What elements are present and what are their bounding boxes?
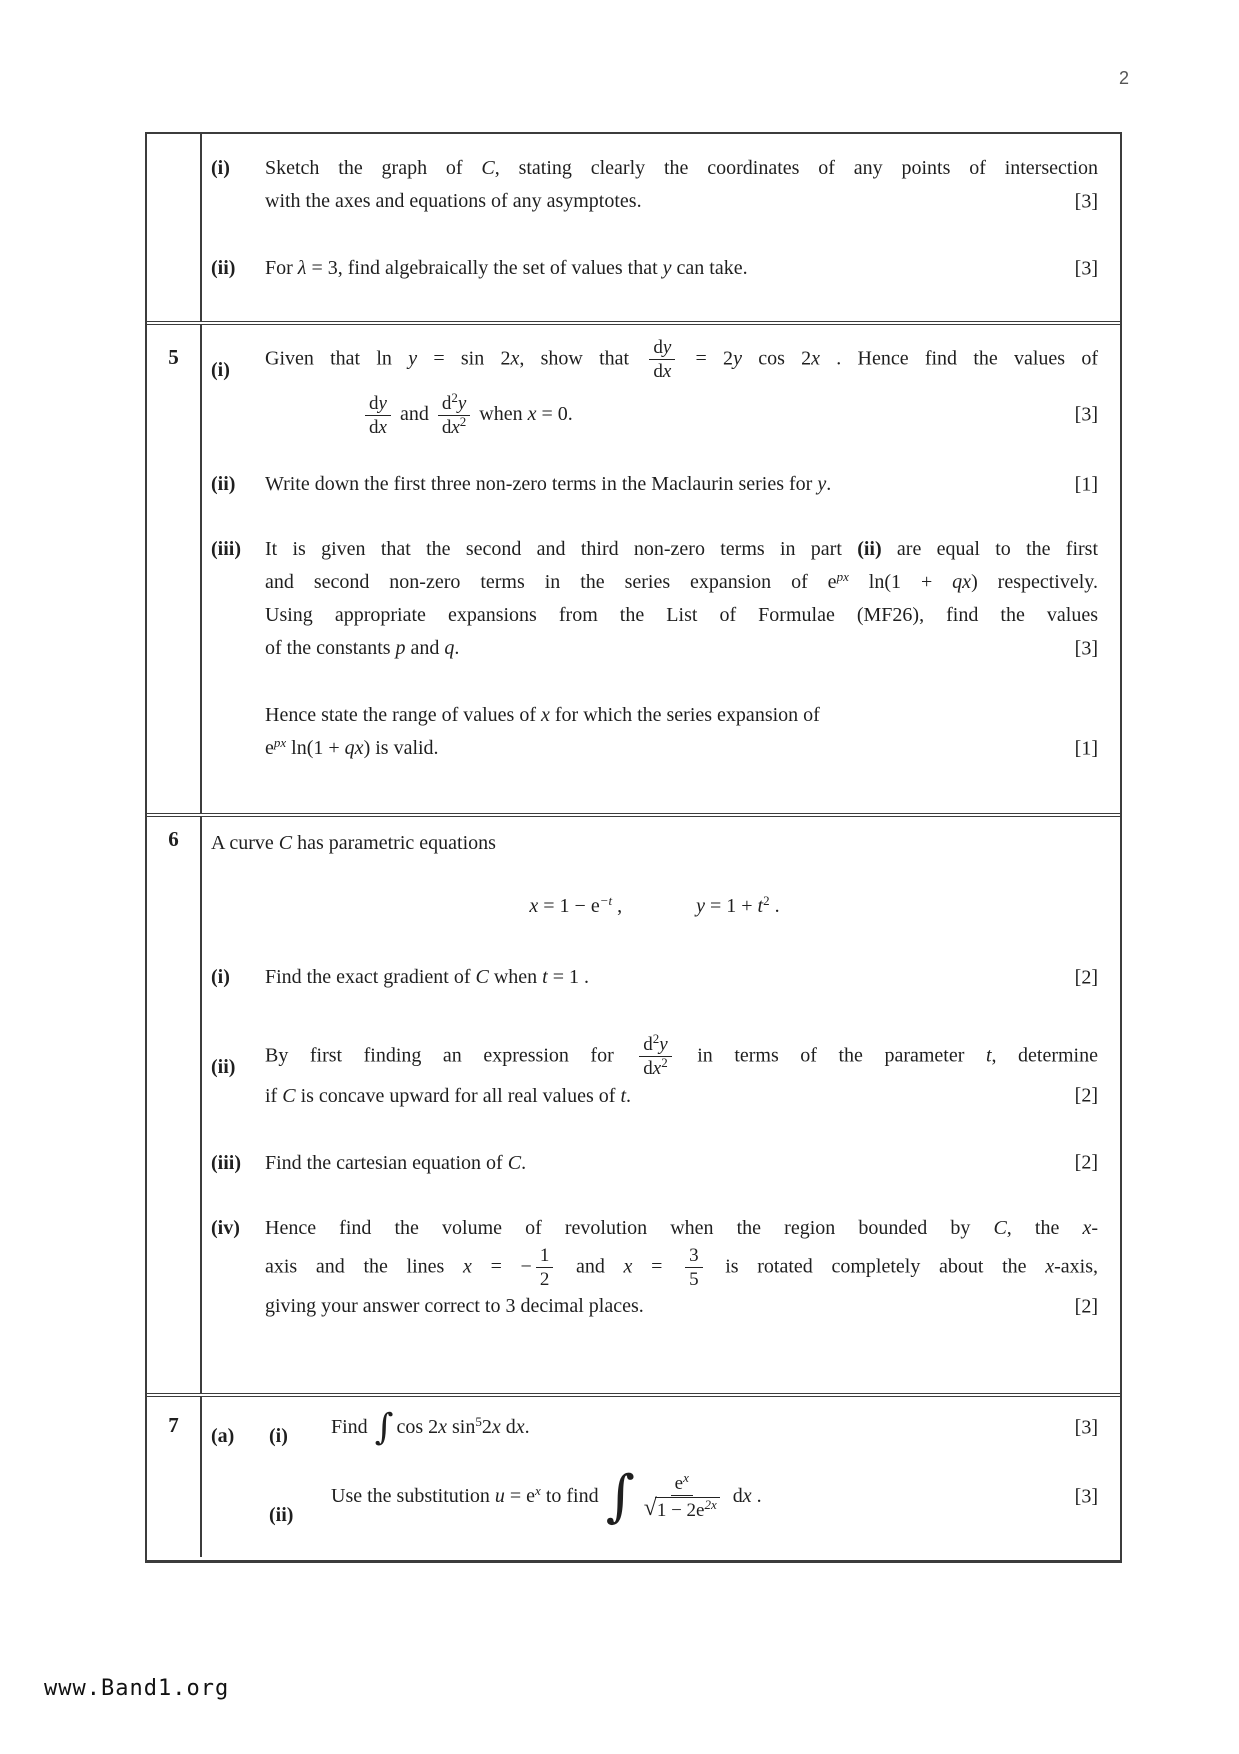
marks-allocation: [2] [1074,966,1098,988]
part-label-spacer [211,1473,269,1557]
text-line: Sketch the graph of C, stating clearly the coordinates of any points of intersection [265,157,1098,179]
part-text [265,961,1098,994]
question-number-cell [147,1397,202,1557]
marks-allocation: [1] [1074,473,1098,496]
question-content [202,1397,1120,1557]
question-part-a-ii [211,1463,1098,1557]
question-number: 5 [168,345,179,369]
part-text [331,1463,1098,1557]
marks-allocation: [3] [1074,1416,1098,1438]
question-6-row [147,817,1120,1397]
questions-table [145,132,1122,1563]
text-line: and second non-zero terms in the series expansion of $e^{px}$ ln(1 + qx) respectively. [265,569,1098,594]
text-line: Hence state the range of values of x for which the series expansion of [265,704,820,727]
part-text [265,533,1098,665]
text-line [265,468,1098,501]
text-run: giving your answer correct to 3 decimal places. [265,1295,644,1318]
text-run: For λ = 3, find algebraically the set of values that y can take. [265,257,748,279]
text-line: axis and the lines x = − $\frac{1}{2}$ and x = $\frac{3}{5}$ is rotated completely about the x-axis, [265,1244,1098,1290]
marks-allocation: [1] [1074,737,1098,760]
part-label-a: (a) [211,1425,235,1447]
text-run: Use the substitution $u = e^x$ to find ∫ $e^x$ √ $1 - 2e^{2x}$ dx . [331,1463,762,1529]
text-run: Find the exact gradient of C when t = 1 . [265,966,590,988]
question-number: 6 [168,827,179,851]
part-label: (ii) [269,1504,294,1526]
question-part-ii [211,1031,1098,1113]
part-text [265,468,1098,501]
text-line [265,732,1098,765]
question-part-ii [211,468,1098,501]
part-label: (iii) [211,538,241,561]
question-part-hence [211,699,1098,765]
question-part-ii [211,252,1098,285]
part-label: (ii) [211,1056,236,1078]
text-line [331,1407,1098,1448]
question-number-cell-empty [147,134,202,321]
part-text [265,252,1098,285]
marks-allocation: [3] [1074,257,1098,279]
question-intro-line: A curve C has parametric equations [211,832,496,854]
question-part-iii [211,533,1098,665]
text-line: It is given that the second and third non-zero terms in part (ii) are equal to the first [265,538,1099,561]
parametric-equations: $x = 1 - e^{-t}$ , $y = 1 + t^2$ . [529,893,780,917]
part-text [265,337,1098,438]
text-run: $e^{px}$ ln(1 + qx) is valid. [265,735,439,760]
marks-allocation: [3] [1074,403,1098,426]
part-text [265,1147,1098,1180]
part-label: (ii) [211,257,236,279]
marks-allocation: [3] [1074,637,1098,660]
text-line [265,1080,1098,1113]
question-content [202,134,1120,321]
marks-allocation: [2] [1074,1084,1098,1107]
text-line [265,1147,1098,1180]
part-text [265,699,1098,765]
text-run: with the axes and equations of any asymptotes. [265,190,642,212]
part-text [265,1212,1098,1324]
text-line [265,1290,1098,1323]
text-run: Write down the first three non-zero terms in the Maclaurin series for y. [265,473,832,496]
text-line [265,252,1098,285]
text-run: if C is concave upward for all real values of t. [265,1084,631,1107]
question-part-i [211,152,1098,218]
part-label: (i) [211,157,230,179]
text-line: Using appropriate expansions from the List of Formulae (MF26), find the values [265,604,1098,627]
question-content [202,817,1120,1393]
text-line [265,961,1098,994]
text-line [265,632,1098,665]
footer-url: www.Band1.org [44,1676,230,1701]
part-label: (i) [211,966,230,988]
text-run: Find the cartesian equation of C. [265,1151,527,1174]
question-part-i [211,961,1098,994]
question-part-a-i [211,1407,1098,1461]
question-number-cell [147,325,202,813]
part-text [265,1031,1098,1113]
question-part-i [211,337,1098,438]
question-7-row [147,1397,1120,1557]
part-text [331,1407,1098,1461]
marks-allocation: [2] [1074,1151,1098,1174]
question-number: 7 [168,1413,179,1437]
part-text [265,152,1098,218]
part-label: (iv) [211,1216,240,1239]
part-label: (iii) [211,1151,241,1174]
text-line [331,1463,1098,1529]
question-content [202,325,1120,813]
question-5-row [147,325,1120,817]
part-label [211,699,265,765]
text-run: $\frac{dy}{dx}$ and $\frac{d^2y}{dx^2}$ when x = 0. [361,403,573,425]
text-run: of the constants p and q. [265,637,460,660]
marks-allocation: [2] [1074,1295,1098,1318]
text-line: Hence find the volume of revolution when the region bounded by C, the x- [265,1216,1098,1239]
text-line: By first finding an expression for $\frac{d^2y}{dx^2}$ in terms of the parameter t, determine [265,1031,1098,1080]
text-run: Find ∫ cos 2x $\sin^52x$ dx. [331,1407,530,1448]
question-4-continuation-row [147,134,1120,325]
question-part-iv [211,1212,1098,1324]
question-part-iii [211,1147,1098,1180]
part-label: (i) [269,1425,288,1447]
part-label: (ii) [211,473,236,496]
text-line [265,389,1098,439]
text-line: Given that ln y = sin 2x, show that $\frac{dy}{dx}$ = 2y cos 2x . Hence find the values of [265,337,1099,383]
marks-allocation: [3] [1074,190,1098,212]
marks-allocation: [3] [1074,1485,1098,1508]
question-number-cell [147,817,202,1393]
text-line [265,185,1098,218]
part-label: (i) [211,359,230,381]
page-number: 2 [1118,68,1129,88]
